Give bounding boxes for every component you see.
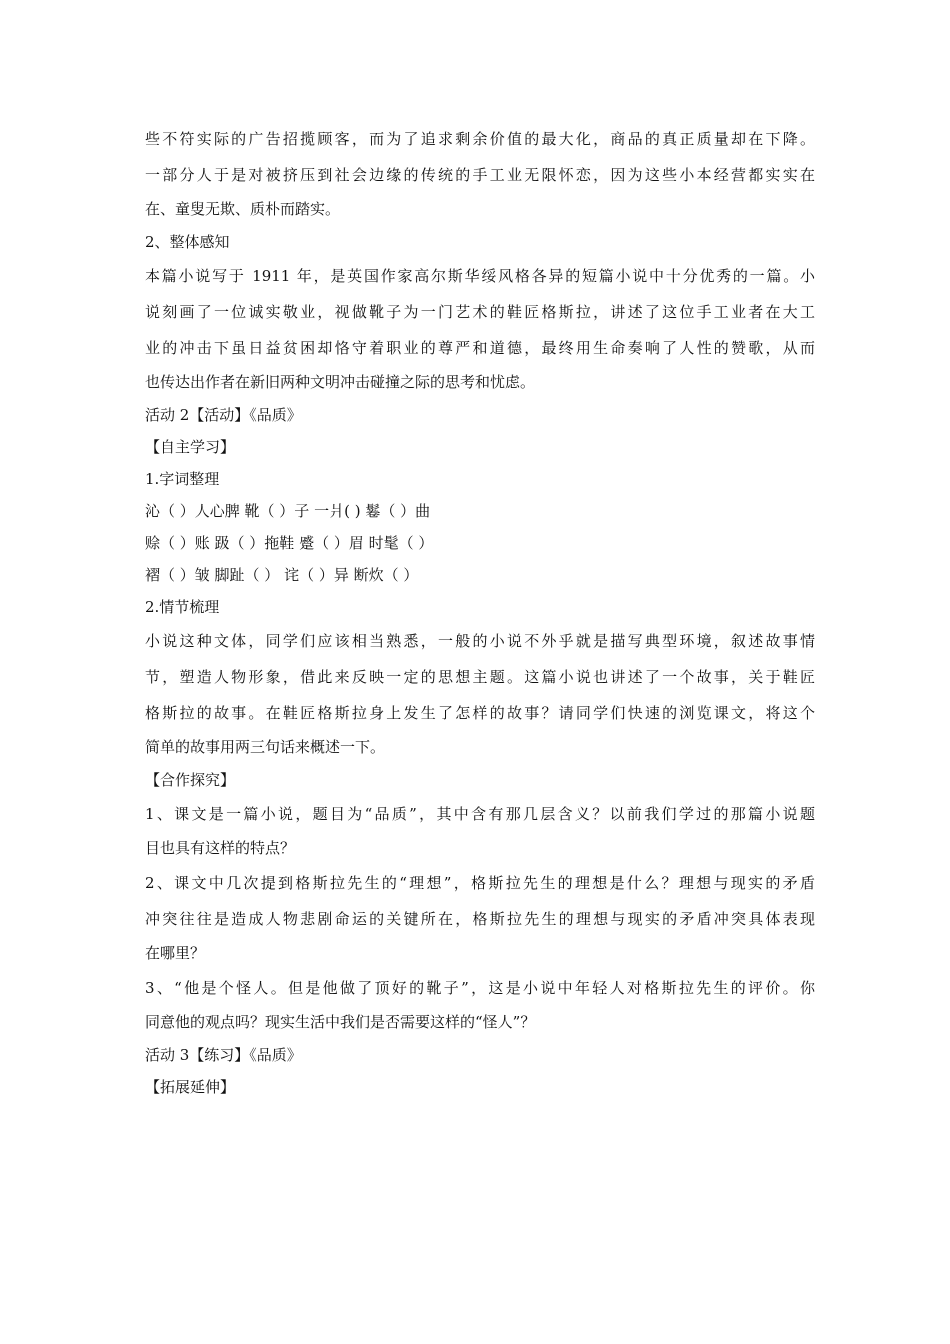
question-line: 1、课文是一篇小说，题目为“品质”，其中含有那几层含义？以前我们学过的那篇小说题 — [145, 805, 815, 823]
subsection-heading: 2.情节梳理 — [145, 598, 220, 616]
body-line: 一部分人于是对被挤压到社会边缘的传统的手工业无限怀恋，因为这些小本经营都实实在 — [145, 166, 815, 184]
question-line: 同意他的观点吗？现实生活中我们是否需要这样的“怪人”？ — [145, 1013, 536, 1031]
section-heading: 【自主学习】 — [145, 438, 236, 456]
vocabulary-line: 沁（ ）人心脾 靴（ ）子 一爿( ) 鬈（ ）曲 — [145, 502, 431, 520]
vocabulary-line: 褶（ ）皱 脚趾（ ） 诧（ ）异 断炊（ ） — [145, 566, 419, 584]
body-line: 小说这种文体，同学们应该相当熟悉，一般的小说不外乎就是描写典型环境，叙述故事情 — [145, 632, 815, 650]
subsection-heading: 1.字词整理 — [145, 470, 220, 488]
body-line: 节，塑造人物形象，借此来反映一定的思想主题。这篇小说也讲述了一个故事，关于鞋匠 — [145, 668, 815, 686]
body-line: 简单的故事用两三句话来概述一下。 — [145, 738, 386, 756]
question-line: 2、课文中几次提到格斯拉先生的“理想”，格斯拉先生的理想是什么？理想与现实的矛盾 — [145, 874, 815, 892]
document-body — [145, 121, 815, 1103]
body-line: 格斯拉的故事。在鞋匠格斯拉身上发生了怎样的故事？请同学们快速的浏览课文，将这个 — [145, 704, 815, 722]
section-heading: 【合作探究】 — [145, 771, 236, 789]
question-line: 在哪里？ — [145, 944, 206, 962]
vocabulary-line: 赊（ ）账 趿（ ）拖鞋 蹙（ ）眉 时髦（ ） — [145, 534, 434, 552]
question-line: 3、“他是个怪人。但是他做了顶好的靴子”，这是小说中年轻人对格斯拉先生的评价。你 — [145, 979, 815, 997]
activity-heading: 活动 2【活动】《品质》 — [145, 406, 302, 424]
question-line: 目也具有这样的特点？ — [145, 839, 296, 857]
body-line: 本篇小说写于 1911 年，是英国作家高尔斯华绥风格各异的短篇小说中十分优秀的一篇。小 — [145, 267, 815, 285]
body-line: 些不符实际的广告招揽顾客，而为了追求剩余价值的最大化，商品的真正质量却在下降。 — [145, 130, 815, 148]
question-line: 冲突往往是造成人物悲剧命运的关键所在，格斯拉先生的理想与现实的矛盾冲突具体表现 — [145, 910, 815, 928]
body-line: 在、童叟无欺、质朴而踏实。 — [145, 200, 341, 218]
body-line: 业的冲击下虽日益贫困却恪守着职业的尊严和道德，最终用生命奏响了人性的赞歌，从而 — [145, 339, 815, 357]
activity-heading: 活动 3【练习】《品质》 — [145, 1046, 302, 1064]
section-heading: 【拓展延伸】 — [145, 1078, 236, 1096]
section-heading: 2、整体感知 — [145, 233, 230, 251]
body-line: 说刻画了一位诚实敬业，视做靴子为一门艺术的鞋匠格斯拉，讲述了这位手工业者在大工 — [145, 303, 815, 321]
body-line: 也传达出作者在新旧两种文明冲击碰撞之际的思考和忧虑。 — [145, 373, 536, 391]
